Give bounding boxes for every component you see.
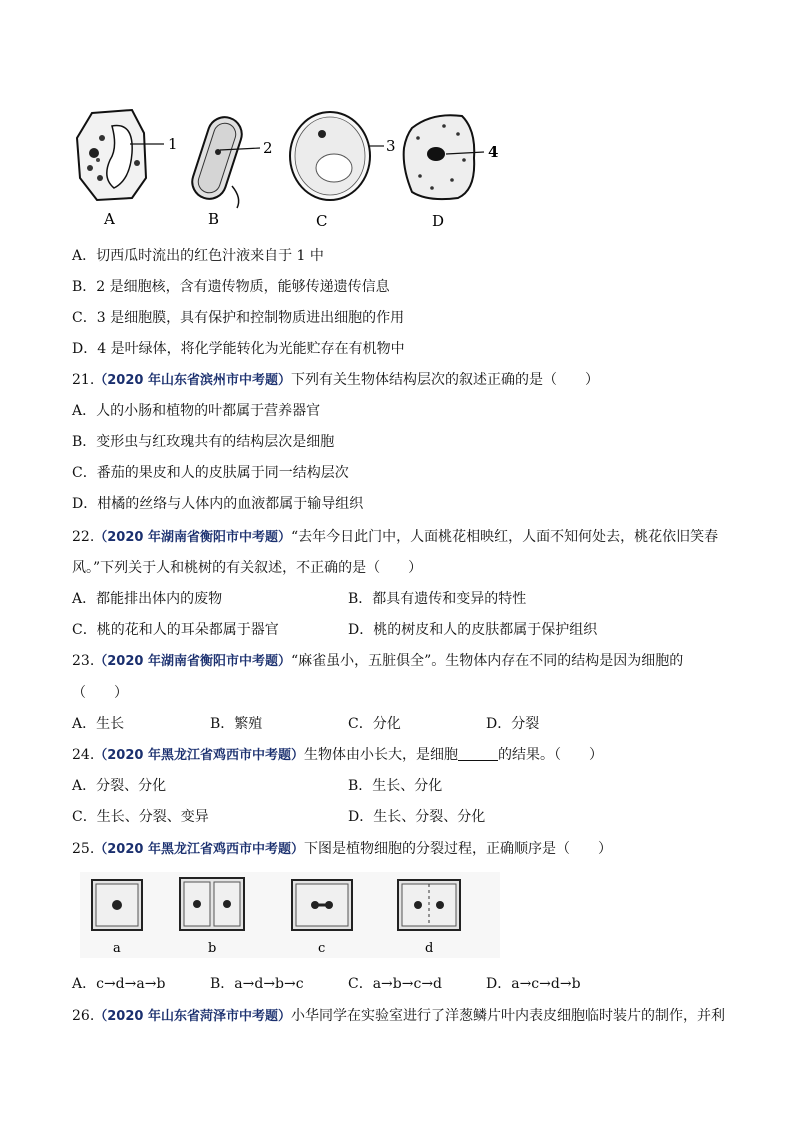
q23-option-c: C．分化 bbox=[348, 716, 401, 732]
q21-option-a: A．人的小肠和植物的叶都属于营养器官 bbox=[72, 403, 321, 419]
q20-option-c: C．3 是细胞膜，具有保护和控制物质进出细胞的作用 bbox=[72, 310, 405, 326]
q20-option-d: D．4 是叶绿体，将化学能转化为光能贮存在有机物中 bbox=[72, 341, 405, 357]
q24-option-c: C．生长、分裂、变异 bbox=[72, 809, 209, 825]
q22-number: 22. bbox=[72, 529, 95, 545]
callout-number-4: 4 bbox=[488, 143, 499, 161]
callout-number-3: 3 bbox=[386, 137, 396, 155]
q23-number: 23. bbox=[72, 653, 95, 669]
division-stage-a bbox=[92, 880, 142, 930]
figure-label-d: D bbox=[432, 212, 445, 230]
q22-stem-line2: 风。”下列关于人和桃树的有关叙述，不正确的是（ ） bbox=[72, 560, 423, 576]
division-label-a: a bbox=[113, 941, 121, 956]
q25-option-b: B．a→d→b→c bbox=[210, 976, 304, 992]
cell-diagrams-figure bbox=[72, 108, 532, 230]
q21-number: 21. bbox=[72, 372, 95, 388]
q24-answer-blank bbox=[458, 746, 498, 761]
q22-stem-line1: “去年今日此门中，人面桃花相映红，人面不知何处去，桃花依旧笑春 bbox=[290, 529, 719, 545]
q26-number: 26. bbox=[72, 1008, 95, 1024]
q24-option-a: A．分裂、分化 bbox=[72, 778, 167, 794]
q20-option-a: A．切西瓜时流出的红色汁液来自于 1 中 bbox=[72, 248, 324, 264]
q24-number: 24. bbox=[72, 747, 95, 763]
q24-source: （2020 年黑龙江省鸡西市中考题） bbox=[94, 748, 304, 763]
q22-option-a: A．都能排出体内的废物 bbox=[72, 591, 223, 607]
q24-stem-part2: 的结果。（ ） bbox=[497, 747, 603, 763]
q24-option-b: B．生长、分化 bbox=[348, 778, 443, 794]
q25-source: （2020 年黑龙江省鸡西市中考题） bbox=[94, 842, 304, 857]
q22-option-d: D．桃的树皮和人的皮肤都属于保护组织 bbox=[348, 622, 598, 638]
figure-label-c: C bbox=[316, 212, 328, 230]
q20-option-b: B．2 是细胞核，含有遗传物质，能够传递遗传信息 bbox=[72, 279, 390, 295]
figure-label-b: B bbox=[208, 210, 220, 228]
q23-option-d: D．分裂 bbox=[486, 716, 540, 732]
figure-label-a: A bbox=[104, 210, 115, 228]
division-label-d: d bbox=[425, 941, 434, 956]
cell-division-figure bbox=[80, 872, 500, 958]
q23-stem-line2: （ ） bbox=[72, 685, 128, 701]
q26-stem bbox=[72, 1006, 725, 1027]
q24-stem bbox=[72, 745, 603, 766]
division-stage-b bbox=[180, 878, 244, 930]
q25-option-c: C．a→b→c→d bbox=[348, 976, 443, 992]
q22-source: （2020 年湖南省衡阳市中考题） bbox=[94, 530, 291, 545]
q22-option-b: B．都具有遗传和变异的特性 bbox=[348, 591, 527, 607]
round-cell-diagram-c bbox=[290, 112, 384, 200]
q23-stem bbox=[72, 651, 683, 672]
q21-option-b: B．变形虫与红玫瑰共有的结构层次是细胞 bbox=[72, 434, 335, 450]
q24-stem-part1: 生物体由小长大，是细胞 bbox=[303, 747, 458, 763]
q26-stem-text: 小华同学在实验室进行了洋葱鳞片叶内表皮细胞临时装片的制作，并利 bbox=[290, 1008, 725, 1024]
q24-option-d: D．生长、分裂、分化 bbox=[348, 809, 486, 825]
plant-cell-diagram-a bbox=[77, 110, 164, 200]
division-stage-c bbox=[292, 880, 352, 930]
q21-stem bbox=[72, 370, 599, 391]
division-stage-d bbox=[398, 880, 460, 930]
q25-option-d: D．a→c→d→b bbox=[486, 976, 581, 992]
callout-number-2: 2 bbox=[263, 139, 273, 157]
q21-option-d: D．柑橘的丝络与人体内的血液都属于输导组织 bbox=[72, 496, 364, 512]
q21-option-c: C．番茄的果皮和人的皮肤属于同一结构层次 bbox=[72, 465, 349, 481]
q23-option-b: B．繁殖 bbox=[210, 716, 263, 732]
division-label-b: b bbox=[208, 941, 217, 956]
animal-cell-diagram-d bbox=[404, 115, 484, 199]
callout-number-1: 1 bbox=[168, 135, 178, 153]
q21-stem-text: 下列有关生物体结构层次的叙述正确的是（ ） bbox=[290, 372, 599, 388]
q25-stem bbox=[72, 839, 612, 860]
q26-source: （2020 年山东省菏泽市中考题） bbox=[94, 1009, 291, 1024]
q25-stem-text: 下图是植物细胞的分裂过程，正确顺序是（ ） bbox=[303, 841, 612, 857]
bacterium-diagram-b bbox=[188, 113, 260, 208]
q23-stem-line1: “麻雀虽小，五脏俱全”。生物体内存在不同的结构是因为细胞的 bbox=[290, 653, 684, 669]
q22-stem bbox=[72, 527, 718, 548]
q22-option-c: C．桃的花和人的耳朵都属于器官 bbox=[72, 622, 279, 638]
q23-option-a: A．生长 bbox=[72, 716, 125, 732]
division-label-c: c bbox=[318, 941, 326, 956]
q25-number: 25. bbox=[72, 841, 95, 857]
q23-source: （2020 年湖南省衡阳市中考题） bbox=[94, 654, 291, 669]
q21-source: （2020 年山东省滨州市中考题） bbox=[94, 373, 291, 388]
q25-option-a: A．c→d→a→b bbox=[72, 976, 166, 992]
